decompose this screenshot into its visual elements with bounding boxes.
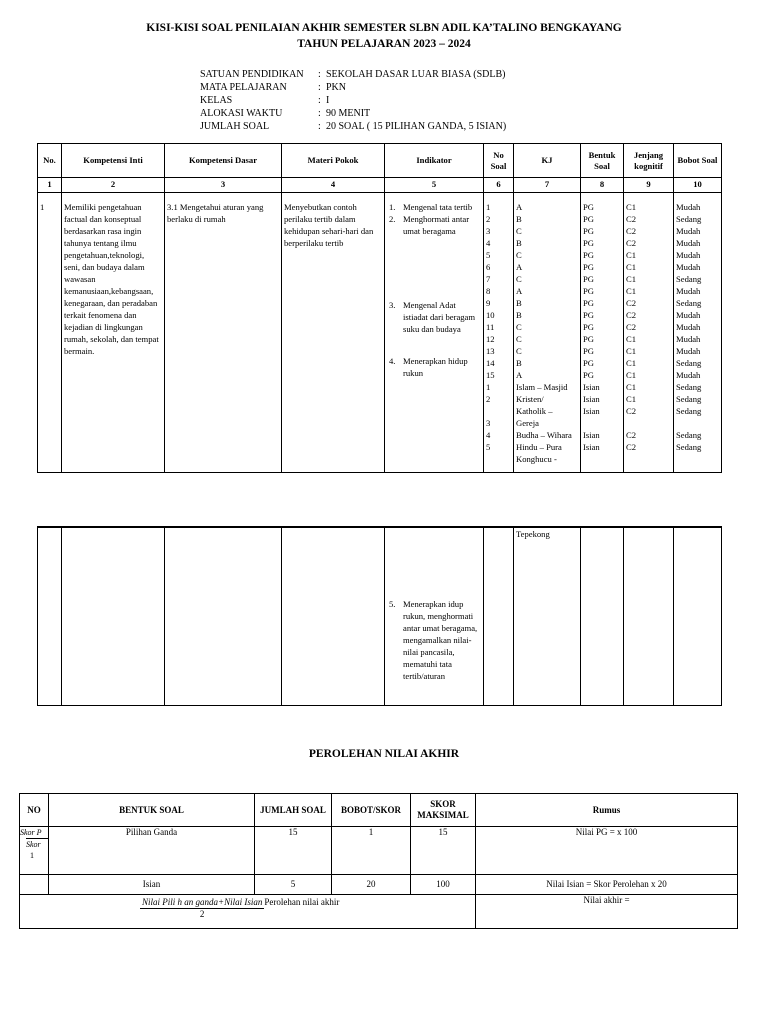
column-header: SKOR MAKSIMAL (411, 794, 476, 827)
list-item: B (516, 298, 522, 308)
column-number: 2 (62, 178, 165, 193)
list-item: Mudah (676, 370, 701, 380)
list-item: B (516, 310, 522, 320)
list-item: PG (583, 322, 594, 332)
info-row: SATUAN PENDIDIKAN : SEKOLAH DASAR LUAR BIASA (SDLB) (200, 69, 506, 80)
column-header: No. (38, 144, 62, 178)
list-item: Isian (583, 430, 600, 440)
list-item: 5 (486, 442, 491, 452)
list-item: Sedang (676, 214, 702, 224)
list-item: PG (583, 214, 594, 224)
table-row (20, 895, 738, 929)
list-item: PG (583, 370, 594, 380)
rumus-cell: Nilai PG = x 100 (476, 827, 738, 875)
column-number: 4 (282, 178, 385, 193)
list-item: PG (583, 202, 594, 212)
list-item: Sedang (676, 382, 702, 392)
list-item: 11 (486, 322, 495, 332)
list-item: Sedang (676, 274, 702, 284)
list-item: C (516, 322, 522, 332)
list-item: Mudah (676, 322, 701, 332)
list-item: Sedang (676, 394, 702, 404)
list-item: PG (583, 310, 594, 320)
column-number-row (38, 178, 722, 193)
indikator-cell (385, 193, 484, 473)
list-item: C1 (626, 286, 637, 296)
list-item: Sedang (676, 430, 702, 440)
bentuk-soal-cell (581, 193, 624, 473)
bentuk-soal-cell: Isian (49, 875, 255, 895)
list-item: Isian (583, 442, 600, 452)
materi-pokok-cell: Menyebutkan contoh perilaku tertib dalam kehidupan sehari-hari dan berperilaku tertib (282, 193, 385, 473)
list-item: C2 (626, 442, 637, 452)
list-item: PG (583, 274, 594, 284)
info-row: JUMLAH SOAL : 20 SOAL ( 15 PILIHAN GANDA, 5 ISIAN) (200, 121, 507, 132)
column-header: BENTUK SOAL (49, 794, 255, 827)
table-row (20, 827, 738, 875)
list-item: Mudah (676, 262, 701, 272)
column-header: Bentuk Soal (581, 144, 624, 178)
jumlah-soal-cell: 15 (255, 827, 332, 875)
fraction: $\frac{\text{Nilai Pili h an ganda+Nilai Isian}}{2}$ (142, 897, 263, 919)
list-item: Sedang (676, 358, 702, 368)
list-item: 3 (486, 418, 491, 428)
list-item: 1 (486, 202, 491, 212)
list-item: 8 (486, 286, 491, 296)
list-item: 2 (486, 214, 491, 224)
indikator-item: 4. Menerapkan hidup rukun (389, 356, 468, 378)
list-item: C2 (626, 310, 637, 320)
list-item: C1 (626, 250, 637, 260)
table-header-row (20, 794, 738, 827)
column-header: Indikator (385, 144, 484, 178)
list-item: 4 (486, 430, 491, 440)
column-number: 9 (624, 178, 674, 193)
column-header: Bobot Soal (674, 144, 722, 178)
list-item: Katholik – (516, 406, 553, 416)
list-item: C2 (626, 226, 637, 236)
no-soal-cell (484, 193, 514, 473)
list-item: C (516, 346, 522, 356)
list-item: C (516, 226, 522, 236)
list-item (676, 417, 719, 429)
list-item: C1 (626, 370, 637, 380)
indikator-item: 2. Menghormati antar umat beragama (389, 214, 470, 236)
list-item (583, 417, 621, 429)
column-header: Kompetensi Inti (62, 144, 165, 178)
rumus-cell: Nilai Isian = Skor Perolehan x 20 (476, 875, 738, 895)
indikator-item: 1. Mengenal tata tertib (389, 202, 473, 212)
list-item: PG (583, 286, 594, 296)
list-item (626, 417, 671, 429)
list-item: Sedang (676, 442, 702, 452)
column-header: KJ (514, 144, 581, 178)
indikator-item: 5. Menerapkan idup rukun, menghormati antar umat beragama, mengamalkan nilai-nilai pancasila, mematuhi tata tertib/aturan (389, 599, 478, 681)
list-item: 13 (486, 346, 495, 356)
info-row: ALOKASI WAKTU : 90 MENIT (200, 108, 371, 119)
info-value: I (326, 95, 330, 106)
list-item: C2 (626, 238, 637, 248)
list-item: C1 (626, 202, 637, 212)
identity-block (200, 68, 506, 133)
jumlah-soal-cell: 5 (255, 875, 332, 895)
list-item: 7 (486, 274, 491, 284)
column-header: No Soal (484, 144, 514, 178)
list-item: Isian (583, 406, 600, 416)
list-item: PG (583, 226, 594, 236)
column-number: 7 (514, 178, 581, 193)
list-item: PG (583, 262, 594, 272)
table-header-row (38, 144, 722, 178)
info-row: KELAS : I (200, 95, 330, 106)
list-item: C1 (626, 394, 637, 404)
info-label: ALOKASI WAKTU (200, 108, 283, 119)
list-item: Sedang (676, 406, 702, 416)
kompetensi-dasar-cell: 3.1 Mengetahui aturan yang berlaku di rumah (165, 193, 282, 473)
list-item: 12 (486, 334, 495, 344)
kunci-jawaban-cell: Tepekong (514, 527, 581, 705)
list-item: A (516, 370, 523, 380)
list-item: Sedang (676, 298, 702, 308)
list-item: 15 (486, 370, 495, 380)
column-number: 3 (165, 178, 282, 193)
list-item: C (516, 274, 522, 284)
info-label: MATA PELAJARAN (200, 82, 287, 93)
list-item: Mudah (676, 334, 701, 344)
column-number: 8 (581, 178, 624, 193)
info-value: SEKOLAH DASAR LUAR BIASA (SDLB) (326, 69, 506, 80)
list-item: 5 (486, 250, 491, 260)
list-item: 10 (486, 310, 495, 320)
list-item: 14 (486, 358, 495, 368)
bentuk-soal-cell: Pilihan Ganda (49, 827, 255, 875)
table-row (38, 193, 722, 473)
kisi-kisi-table-continued (37, 526, 722, 706)
bobot-skor-cell: 1 (332, 827, 411, 875)
column-header: NO (20, 794, 49, 827)
list-item: Mudah (676, 226, 701, 236)
list-item: C (516, 250, 522, 260)
list-item (486, 405, 511, 417)
section-title: PEROLEHAN NILAI AKHIR (308, 748, 460, 760)
list-item: C1 (626, 358, 637, 368)
list-item: 4 (486, 238, 491, 248)
kisi-kisi-table (37, 143, 722, 473)
nilai-akhir-formula-cell: $\frac{\text{Nilai Pili h an ganda+Nilai Isian}}{2}$ Perolehan nilai akhir (20, 895, 476, 929)
list-item: C1 (626, 274, 637, 284)
column-header: Materi Pokok (282, 144, 385, 178)
list-item: C (516, 334, 522, 344)
list-item: PG (583, 298, 594, 308)
bobot-soal-cell (674, 193, 722, 473)
column-number: 1 (38, 178, 62, 193)
list-item: Islam – Masjid (516, 382, 568, 392)
list-item: Isian (583, 394, 600, 404)
list-item: Mudah (676, 286, 701, 296)
bobot-skor-cell: 20 (332, 875, 411, 895)
list-item: 3 (486, 226, 491, 236)
list-item: A (516, 262, 523, 272)
list-item: 9 (486, 298, 491, 308)
info-value: 90 MENIT (326, 108, 371, 119)
list-item: Hindu – Pura (516, 442, 562, 452)
list-item: Gereja (516, 418, 539, 428)
list-item: PG (583, 346, 594, 356)
indikator-cell (385, 527, 484, 705)
list-item: C1 (626, 334, 637, 344)
jenjang-kognitif-cell (624, 193, 674, 473)
column-number: 6 (484, 178, 514, 193)
list-item: B (516, 358, 522, 368)
nilai-akhir-table (19, 793, 738, 929)
rumus-cell: Nilai akhir = (476, 895, 738, 929)
info-value: 20 SOAL ( 15 PILIHAN GANDA, 5 ISIAN) (326, 121, 507, 132)
kunci-jawaban-cell (514, 193, 581, 473)
list-item: 2 (486, 394, 491, 404)
list-item: Kristen/ (516, 394, 544, 404)
list-item: Mudah (676, 250, 701, 260)
info-row: MATA PELAJARAN : PKN (200, 82, 347, 93)
list-item: Mudah (676, 346, 701, 356)
list-item: C1 (626, 262, 637, 272)
list-item: Isian (583, 382, 600, 392)
list-item: 6 (486, 262, 491, 272)
skor-maksimal-cell: 100 (411, 875, 476, 895)
no-cell: Skor P Skor 1 (20, 827, 49, 875)
table-row (38, 527, 722, 705)
column-header: JUMLAH SOAL (255, 794, 332, 827)
list-item: A (516, 202, 523, 212)
info-value: PKN (326, 82, 347, 93)
list-item: Budha – Wihara (516, 430, 572, 440)
info-label: JUMLAH SOAL (200, 121, 270, 132)
list-item: C2 (626, 214, 637, 224)
list-item: A (516, 286, 523, 296)
list-item: 1 (486, 382, 491, 392)
column-number: 5 (385, 178, 484, 193)
indikator-item: 3. Mengenal Adat istiadat dari beragam suku dan budaya (389, 300, 476, 334)
list-item: C1 (626, 382, 637, 392)
list-item: Mudah (676, 238, 701, 248)
skor-maksimal-cell: 15 (411, 827, 476, 875)
list-item: C2 (626, 430, 637, 440)
list-item: B (516, 214, 522, 224)
list-item: Mudah (676, 202, 701, 212)
list-item: C2 (626, 406, 637, 416)
table-row (20, 875, 738, 895)
list-item: C2 (626, 298, 637, 308)
row-number: 1 (38, 193, 62, 473)
kompetensi-inti-cell: Memiliki pengetahuan factual dan konseptual berdasarkan rasa ingin tahunya tentang ilmu pengetahuan,teknologi, seni, dan budaya dalam wawasan kemanusiaan,kebangsaan, kenegaraan, dan peradaban terkait fenomena dan kejadian di lingkungan rumah, sekolah, dan tempat bermain. (62, 193, 165, 473)
document-title: KISI-KISI SOAL PENILAIAN AKHIR SEMESTER SLBN ADIL KA’TALINO BENGKAYANG (146, 22, 622, 34)
document-subtitle: TAHUN PELAJARAN 2023 – 2024 (297, 38, 471, 50)
column-number: 10 (674, 178, 722, 193)
column-header: Jenjang kognitif (624, 144, 674, 178)
list-item: Konghucu - (516, 454, 557, 464)
info-label: KELAS (200, 95, 233, 106)
column-header: Rumus (476, 794, 738, 827)
info-label: SATUAN PENDIDIKAN (200, 69, 304, 80)
column-header: Kompetensi Dasar (165, 144, 282, 178)
list-item: PG (583, 334, 594, 344)
list-item: PG (583, 238, 594, 248)
list-item: Mudah (676, 310, 701, 320)
list-item: PG (583, 358, 594, 368)
list-item: C2 (626, 322, 637, 332)
list-item: B (516, 238, 522, 248)
column-header: BOBOT/SKOR (332, 794, 411, 827)
list-item: C1 (626, 346, 637, 356)
list-item: PG (583, 250, 594, 260)
